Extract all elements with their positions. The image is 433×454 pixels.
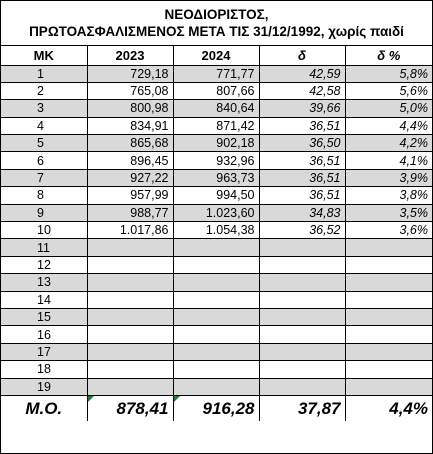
cell-mk[interactable]: 10: [1, 222, 87, 239]
table-row: [1, 343, 432, 360]
cell-2024[interactable]: 771,77: [173, 65, 259, 82]
cell-2024[interactable]: [173, 343, 259, 360]
table-row: [1, 291, 432, 308]
cell-delta-pct[interactable]: 3,9%: [345, 169, 432, 186]
table-row: [1, 239, 432, 256]
cell-2023[interactable]: [87, 291, 173, 308]
cell-mk[interactable]: 12: [1, 256, 87, 273]
header-2023[interactable]: 2023: [87, 46, 173, 65]
cell-mk[interactable]: 18: [1, 361, 87, 378]
cell-delta[interactable]: 36,51: [259, 152, 345, 169]
cell-2024[interactable]: 994,50: [173, 187, 259, 204]
cell-2024[interactable]: 1.054,38: [173, 222, 259, 239]
cell-flag-icon: [174, 396, 180, 402]
cell-delta-pct[interactable]: [345, 378, 432, 395]
cell-mk[interactable]: 15: [1, 308, 87, 325]
cell-mk[interactable]: 5: [1, 135, 87, 152]
cell-delta[interactable]: [259, 274, 345, 291]
cell-delta-pct[interactable]: [345, 274, 432, 291]
table-row: [1, 256, 432, 273]
cell-2023[interactable]: [87, 343, 173, 360]
cell-delta[interactable]: [259, 256, 345, 273]
cell-delta[interactable]: 42,59: [259, 65, 345, 82]
cell-2024[interactable]: 871,42: [173, 117, 259, 134]
cell-2023[interactable]: 834,91: [87, 117, 173, 134]
table-row: [1, 135, 432, 152]
cell-delta[interactable]: [259, 291, 345, 308]
header-mk[interactable]: ΜΚ: [1, 46, 87, 65]
cell-2023[interactable]: [87, 274, 173, 291]
cell-2024[interactable]: [173, 326, 259, 343]
table-row: [1, 169, 432, 186]
cell-2024[interactable]: [173, 274, 259, 291]
cell-2024[interactable]: [173, 308, 259, 325]
table-row: [1, 361, 432, 378]
cell-mk[interactable]: 2: [1, 82, 87, 99]
table-row: [1, 187, 432, 204]
cell-mk[interactable]: 6: [1, 152, 87, 169]
cell-delta[interactable]: [259, 308, 345, 325]
cell-mk[interactable]: 1: [1, 65, 87, 82]
cell-delta[interactable]: [259, 326, 345, 343]
cell-flag-icon: [88, 396, 94, 402]
cell-mk[interactable]: 9: [1, 204, 87, 221]
cell-mk[interactable]: 17: [1, 343, 87, 360]
cell-mk[interactable]: 19: [1, 378, 87, 395]
cell-delta[interactable]: [259, 343, 345, 360]
table-row: [1, 274, 432, 291]
table-title: [1, 1, 432, 46]
average-row: [1, 395, 432, 421]
average-2024-value: 916,28: [202, 398, 255, 418]
average-2023[interactable]: [87, 395, 173, 421]
cell-2023[interactable]: [87, 256, 173, 273]
cell-delta-pct[interactable]: [345, 239, 432, 256]
table-row: [1, 204, 432, 221]
cell-mk[interactable]: 14: [1, 291, 87, 308]
cell-mk[interactable]: 7: [1, 169, 87, 186]
table-row: [1, 222, 432, 239]
cell-delta[interactable]: [259, 378, 345, 395]
cell-delta-pct[interactable]: 4,2%: [345, 135, 432, 152]
cell-delta-pct[interactable]: 4,4%: [345, 117, 432, 134]
cell-2023[interactable]: 729,18: [87, 65, 173, 82]
table-row: [1, 326, 432, 343]
cell-delta-pct[interactable]: 3,6%: [345, 222, 432, 239]
cell-2024[interactable]: [173, 291, 259, 308]
cell-delta-pct[interactable]: [345, 291, 432, 308]
cell-delta[interactable]: 36,51: [259, 169, 345, 186]
cell-mk[interactable]: 3: [1, 100, 87, 117]
cell-delta-pct[interactable]: 4,1%: [345, 152, 432, 169]
cell-mk[interactable]: 8: [1, 187, 87, 204]
cell-delta-pct[interactable]: [345, 361, 432, 378]
cell-2023[interactable]: 988,77: [87, 204, 173, 221]
title-line-2: ΠΡΩΤΟΑΣΦΑΛΙΣΜΕΝΟΣ ΜΕΤΑ ΤΙΣ 31/12/1992, χωρίς παιδί: [29, 24, 404, 39]
cell-2023[interactable]: 957,99: [87, 187, 173, 204]
cell-2024[interactable]: 1.023,60: [173, 204, 259, 221]
cell-delta[interactable]: 36,51: [259, 117, 345, 134]
cell-2023[interactable]: [87, 326, 173, 343]
cell-delta-pct[interactable]: 3,5%: [345, 204, 432, 221]
cell-2023[interactable]: [87, 308, 173, 325]
cell-delta[interactable]: 42,58: [259, 82, 345, 99]
cell-delta-pct[interactable]: 5,0%: [345, 100, 432, 117]
cell-2023[interactable]: [87, 361, 173, 378]
table-row: [1, 82, 432, 99]
cell-delta[interactable]: 39,66: [259, 100, 345, 117]
cell-delta-pct[interactable]: 5,8%: [345, 65, 432, 82]
cell-2023[interactable]: 865,68: [87, 135, 173, 152]
table-row: [1, 65, 432, 82]
cell-2023[interactable]: 1.017,86: [87, 222, 173, 239]
cell-mk[interactable]: 16: [1, 326, 87, 343]
header-delta-pct[interactable]: δ %: [345, 46, 432, 65]
cell-delta[interactable]: [259, 361, 345, 378]
average-2024[interactable]: [173, 395, 259, 421]
cell-2023[interactable]: 927,22: [87, 169, 173, 186]
table-row: [1, 152, 432, 169]
cell-delta-pct[interactable]: [345, 308, 432, 325]
cell-delta-pct[interactable]: [345, 326, 432, 343]
average-label[interactable]: Μ.Ο.: [1, 395, 87, 421]
cell-2024[interactable]: 963,73: [173, 169, 259, 186]
cell-2023[interactable]: 800,98: [87, 100, 173, 117]
cell-2023[interactable]: [87, 239, 173, 256]
cell-delta-pct[interactable]: [345, 256, 432, 273]
table-body: [1, 65, 432, 395]
cell-delta[interactable]: 36,51: [259, 187, 345, 204]
cell-mk[interactable]: 4: [1, 117, 87, 134]
cell-2023[interactable]: [87, 378, 173, 395]
cell-2024[interactable]: [173, 361, 259, 378]
cell-2024[interactable]: [173, 378, 259, 395]
cell-delta[interactable]: 36,50: [259, 135, 345, 152]
cell-mk[interactable]: 11: [1, 239, 87, 256]
cell-2024[interactable]: [173, 256, 259, 273]
table-row: [1, 100, 432, 117]
cell-mk[interactable]: 13: [1, 274, 87, 291]
table-row: [1, 308, 432, 325]
table-row: [1, 117, 432, 134]
cell-delta-pct[interactable]: [345, 343, 432, 360]
salary-table: [1, 46, 432, 421]
cell-delta[interactable]: [259, 239, 345, 256]
header-row: [1, 46, 432, 65]
cell-delta[interactable]: 36,52: [259, 222, 345, 239]
cell-delta[interactable]: 34,83: [259, 204, 345, 221]
title-line-1: ΝΕΟΔΙΟΡΙΣΤΟΣ,: [164, 7, 269, 22]
average-2023-value: 878,41: [116, 398, 169, 418]
header-delta[interactable]: δ: [259, 46, 345, 65]
cell-2024[interactable]: 840,64: [173, 100, 259, 117]
average-delta-pct[interactable]: 4,4%: [345, 395, 432, 421]
cell-2024[interactable]: [173, 239, 259, 256]
cell-2024[interactable]: 902,18: [173, 135, 259, 152]
table-row: [1, 378, 432, 395]
cell-delta-pct[interactable]: 3,8%: [345, 187, 432, 204]
cell-2023[interactable]: 765,08: [87, 82, 173, 99]
cell-delta-pct[interactable]: 5,6%: [345, 82, 432, 99]
cell-2024[interactable]: 807,66: [173, 82, 259, 99]
header-2024[interactable]: 2024: [173, 46, 259, 65]
cell-2023[interactable]: 896,45: [87, 152, 173, 169]
cell-2024[interactable]: 932,96: [173, 152, 259, 169]
average-delta[interactable]: 37,87: [259, 395, 345, 421]
